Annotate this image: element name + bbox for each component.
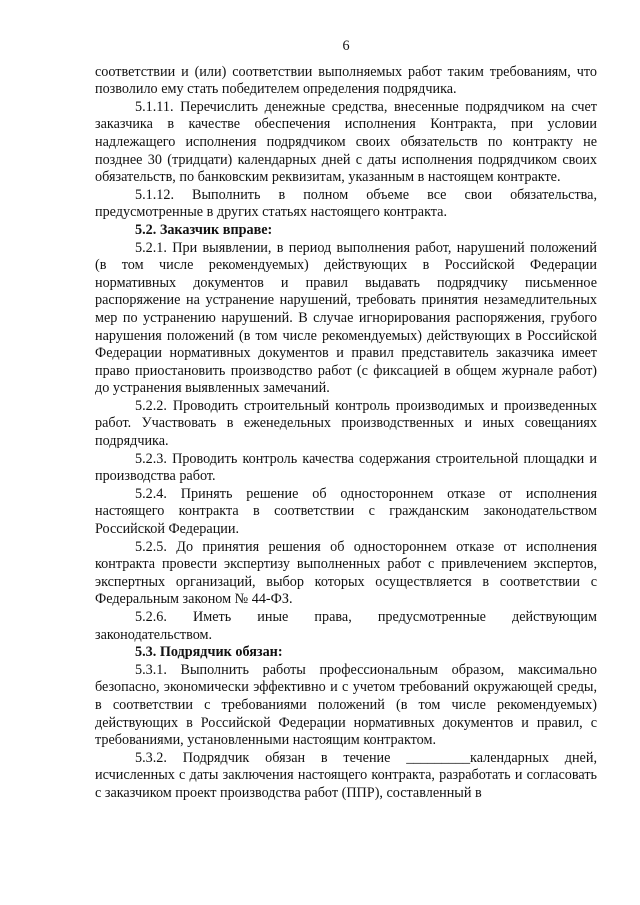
document-page bbox=[95, 38, 597, 803]
paragraph-continuation: соответствии и (или) соответствии выполняемых работ таким требованиям, что позволило ему стать победителем определения подрядчика. bbox=[95, 63, 597, 98]
clause-5-1-11: 5.1.11. Перечислить денежные средства, внесенные подрядчиком на счет заказчика в качестве обеспечения исполнения Контракта, при условии надлежащего исполнения подрядчиком своих обязательств по контракту не позднее 30 (тридцати) календарных дней с даты исполнения подрядчиком своих обязательств, по банковским реквизитам, указанным в настоящем контракте. bbox=[95, 98, 597, 186]
clause-5-3-1: 5.3.1. Выполнить работы профессиональным образом, максимально безопасно, экономически эффективно и с учетом требований окружающей среды, в соответствии с требованиями положений (в том числе рекомендуемых) действующих в Российской Федерации нормативных документов и правил, с требованиями, установленными настоящим контрактом. bbox=[95, 661, 597, 749]
section-heading-5-2: 5.2. Заказчик вправе: bbox=[135, 221, 273, 238]
clause-5-2-6: 5.2.6. Иметь иные права, предусмотренные действующим законодательством. bbox=[95, 609, 597, 643]
clause-5-2-4: 5.2.4. Принять решение об одностороннем отказе от исполнения настоящего контракта в соответствии с гражданским законодательством Российской Федерации. bbox=[95, 485, 597, 538]
clause-5-2-3: 5.2.3. Проводить контроль качества содержания строительной площадки и производства работ. bbox=[95, 450, 597, 485]
page-number: 6 bbox=[342, 38, 350, 54]
clause-5-2-1: 5.2.1. При выявлении, в период выполнения работ, нарушений положений (в том числе рекомендуемых) действующих в Российской Федерации нормативных документов и правил выдавать подрядчику письменное распоряжение на устранение нарушений, требовать принятия незамедлительных мер по устранению нарушений. В случае игнорирования распоряжения, грубого нарушения положений (в том числе рекомендуемых) действующих в Российской Федерации нормативных документов и правил представитель заказчика имеет право приостановить производство работ (с фиксацией в общем журнале работ) до устранения выявленных замечаний. bbox=[95, 239, 597, 397]
clause-5-2-5: 5.2.5. До принятия решения об одностороннем отказе от исполнения контракта провести экспертизу выполненных работ с привлечением экспертов, экспертных организаций, выбор которых осуществляется в соответствии с Федеральным законом № 44-ФЗ. bbox=[95, 538, 597, 608]
clause-5-2-2: 5.2.2. Проводить строительный контроль производимых и произведенных работ. Участвовать в еженедельных производственных и иных совещаниях подрядчика. bbox=[95, 397, 597, 450]
clause-5-3-2: 5.3.2. Подрядчик обязан в течение _________календарных дней, исчисленных с даты заключения настоящего контракта, разработать и согласовать с заказчиком проект производства работ (ППР), составленный в bbox=[95, 749, 597, 801]
clause-5-1-12: 5.1.12. Выполнить в полном объеме все свои обязательства, предусмотренные в других статьях настоящего контракта. bbox=[95, 186, 597, 221]
section-heading-5-3: 5.3. Подрядчик обязан: bbox=[135, 644, 283, 661]
